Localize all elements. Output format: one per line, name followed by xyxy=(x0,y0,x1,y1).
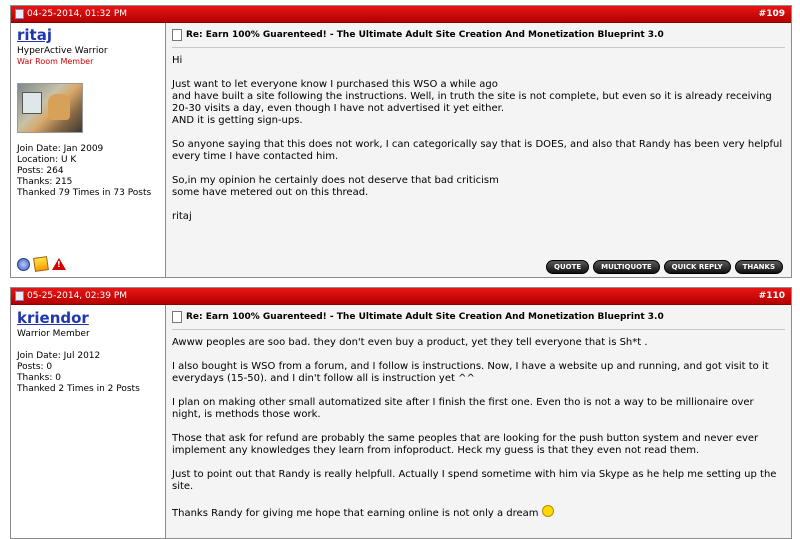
user-subtitle: War Room Member xyxy=(17,57,94,66)
post-header xyxy=(11,6,791,23)
paragraph: Hi xyxy=(172,55,183,66)
post-title xyxy=(172,29,664,41)
divider xyxy=(172,47,785,48)
post-body xyxy=(172,55,783,235)
post-title-text: Re: Earn 100% Guarenteed! - The Ultimate Adult Site Creation And Monetization Blueprint 3.0 xyxy=(186,312,664,322)
thanked-count: Thanked 79 Times in 73 Posts xyxy=(17,188,152,198)
user-icons xyxy=(17,257,66,271)
tag-icon[interactable] xyxy=(33,256,49,272)
user-info xyxy=(17,351,140,395)
smiley-icon xyxy=(542,505,554,517)
post-date: 04-25-2014, 01:32 PM xyxy=(27,9,128,19)
post-content xyxy=(166,23,791,277)
post-number-link[interactable]: #109 xyxy=(758,9,785,19)
user-title: Warrior Member xyxy=(17,329,90,339)
post-title-text: Re: Earn 100% Guarenteed! - The Ultimate Adult Site Creation And Monetization Blueprint 3.0 xyxy=(186,30,664,40)
location: Location: U K xyxy=(17,155,77,165)
report-warning-icon[interactable]: ! xyxy=(52,258,66,270)
divider xyxy=(172,329,785,330)
post-header xyxy=(11,288,791,305)
thanks-button[interactable]: THANKS xyxy=(735,260,783,274)
post-number-link[interactable]: #110 xyxy=(758,291,785,301)
post-count: Posts: 264 xyxy=(17,166,64,176)
user-sidebar xyxy=(11,305,166,538)
paragraph: Thanks Randy for giving me hope that earning online is not only a dream xyxy=(172,508,539,519)
post-date-icon xyxy=(15,9,24,19)
user-info xyxy=(17,144,151,199)
quick-reply-button[interactable]: QUICK REPLY xyxy=(664,260,731,274)
post-body xyxy=(172,337,783,532)
online-status-icon[interactable] xyxy=(17,258,30,271)
paragraph: ritaj xyxy=(172,211,192,222)
post-date-icon xyxy=(15,291,24,301)
post-count: Posts: 0 xyxy=(17,362,53,372)
post-title-icon xyxy=(172,311,182,323)
username-link[interactable]: ritaj xyxy=(17,26,52,44)
quote-button[interactable]: QUOTE xyxy=(546,260,589,274)
post-content xyxy=(166,305,791,538)
username-link[interactable]: kriendor xyxy=(17,309,89,327)
paragraph: So,in my opinion he certainly does not deserve that bad criticism some have metered out on this thread. xyxy=(172,175,499,198)
thanks-count: Thanks: 215 xyxy=(17,177,73,187)
paragraph: Those that ask for refund are probably the same peoples that are looking for the push button system and never ever implement any knowledges they learn from infoproduct. Heck my guess is that they even not read them. xyxy=(172,433,759,456)
paragraph-last xyxy=(172,505,783,520)
paragraph: Awww peoples are soo bad. they don't even buy a product, yet they tell everyone that is Sh*t . xyxy=(172,337,648,348)
post-title-icon xyxy=(172,29,182,41)
paragraph: I plan on making other small automatized site after I finish the first one. Even tho is not a way to be millionaire over night, is methods those work. xyxy=(172,397,754,420)
thanks-count: Thanks: 0 xyxy=(17,373,61,383)
thanked-count: Thanked 2 Times in 2 Posts xyxy=(17,384,140,394)
post-110 xyxy=(10,287,792,539)
post-title xyxy=(172,311,664,323)
paragraph: So anyone saying that this does not work, I can categorically say that is DOES, and also that Randy has been very helpful every time I have contacted him. xyxy=(172,139,783,162)
post-action-buttons xyxy=(546,260,783,274)
user-title: HyperActive Warrior xyxy=(17,46,108,56)
join-date: Join Date: Jan 2009 xyxy=(17,144,104,154)
post-date: 05-25-2014, 02:39 PM xyxy=(27,291,128,301)
paragraph: Just to point out that Randy is really helpfull. Actually I spend sometime with him via Skype as he help me setting up the site. xyxy=(172,469,777,492)
multiquote-button[interactable]: MULTIQUOTE xyxy=(593,260,659,274)
paragraph: I also bought is WSO from a forum, and I follow is instructions. Now, I have a website up and running, and got visit to it everydays (15-50). and I din't follow all is instruction yet ^^ xyxy=(172,361,769,384)
avatar[interactable] xyxy=(17,83,83,133)
join-date: Join Date: Jul 2012 xyxy=(17,351,101,361)
post-109 xyxy=(10,5,792,278)
paragraph: Just want to let everyone know I purchased this WSO a while ago and have built a site following the instructions. Well, in truth the site is not complete, but even so it is already receiving 20-30 visits a day, even though I have not advertised it yet either. AND it is getting sign-ups. xyxy=(172,79,772,126)
user-sidebar xyxy=(11,23,166,277)
